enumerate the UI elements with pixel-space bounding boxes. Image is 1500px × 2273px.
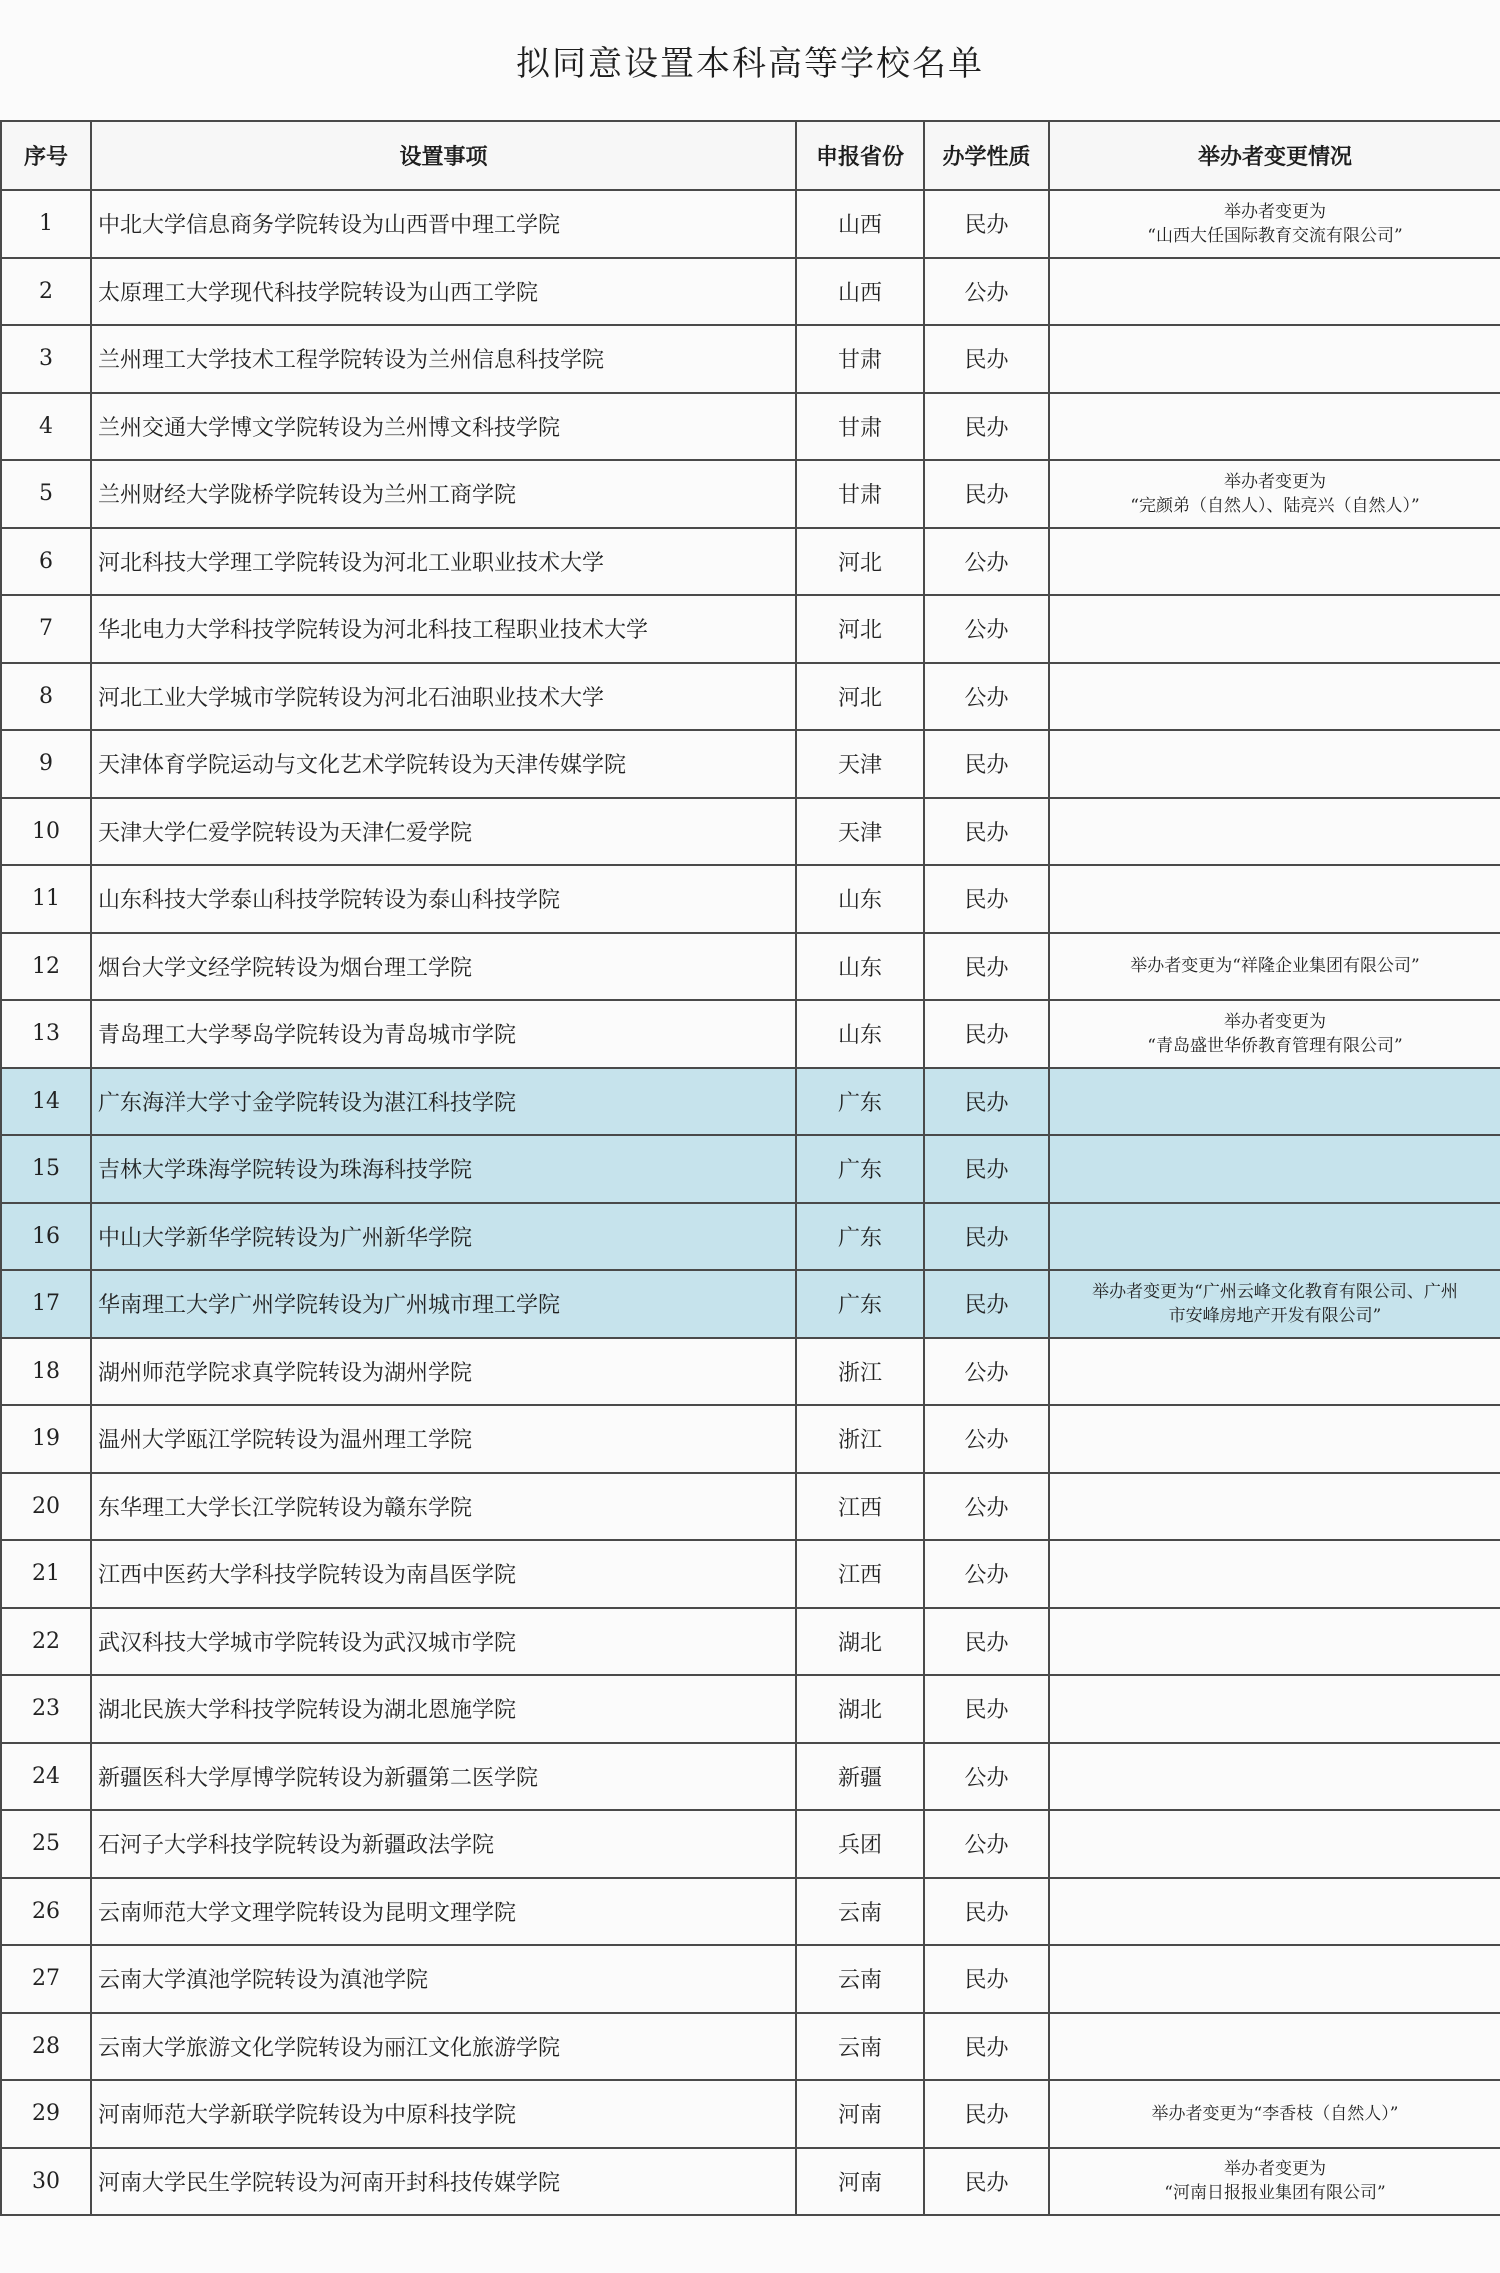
- row-item: 武汉科技大学城市学院转设为武汉城市学院: [91, 1608, 796, 1676]
- row-item: 兰州理工大学技术工程学院转设为兰州信息科技学院: [91, 325, 796, 393]
- row-note: [1049, 2013, 1500, 2081]
- row-num: 28: [1, 2013, 91, 2081]
- table-row: [1, 1473, 1500, 1541]
- row-type: 公办: [924, 663, 1049, 731]
- row-type: 民办: [924, 1203, 1049, 1271]
- row-num: 23: [1, 1675, 91, 1743]
- note-line: 举办者变更为: [1224, 1011, 1326, 1032]
- header-type: 办学性质: [924, 121, 1049, 190]
- row-item: 中山大学新华学院转设为广州新华学院: [91, 1203, 796, 1271]
- row-note: [1049, 1743, 1500, 1811]
- row-province: 甘肃: [796, 393, 924, 461]
- row-num: 16: [1, 1203, 91, 1271]
- table-row: [1, 663, 1500, 731]
- row-type: 民办: [924, 1945, 1049, 2013]
- row-province: 江西: [796, 1540, 924, 1608]
- row-type: 民办: [924, 1000, 1049, 1068]
- row-item: 温州大学瓯江学院转设为温州理工学院: [91, 1405, 796, 1473]
- row-province: 河北: [796, 663, 924, 731]
- table-row: [1, 325, 1500, 393]
- table-row: [1, 1000, 1500, 1068]
- row-province: 新疆: [796, 1743, 924, 1811]
- table-body: [1, 190, 1500, 2215]
- row-note: [1049, 1000, 1500, 1068]
- row-item: 兰州交通大学博文学院转设为兰州博文科技学院: [91, 393, 796, 461]
- row-type: 民办: [924, 2080, 1049, 2148]
- row-type: 公办: [924, 1810, 1049, 1878]
- row-note: [1049, 460, 1500, 528]
- note-line: “河南日报报业集团有限公司”: [1164, 2183, 1386, 2204]
- row-note: [1049, 325, 1500, 393]
- row-item: 中北大学信息商务学院转设为山西晋中理工学院: [91, 190, 796, 258]
- row-item: 天津体育学院运动与文化艺术学院转设为天津传媒学院: [91, 730, 796, 798]
- row-province: 湖北: [796, 1608, 924, 1676]
- table-header-row: [1, 121, 1500, 190]
- row-num: 12: [1, 933, 91, 1001]
- row-item: 新疆医科大学厚博学院转设为新疆第二医学院: [91, 1743, 796, 1811]
- table-row: [1, 865, 1500, 933]
- row-note: [1049, 2080, 1500, 2148]
- row-note: [1049, 1068, 1500, 1136]
- table-row: [1, 933, 1500, 1001]
- row-num: 9: [1, 730, 91, 798]
- table-row: [1, 1203, 1500, 1271]
- row-note: [1049, 1473, 1500, 1541]
- row-province: 广东: [796, 1270, 924, 1338]
- row-num: 13: [1, 1000, 91, 1068]
- table-row: [1, 1945, 1500, 2013]
- row-note: [1049, 1810, 1500, 1878]
- note-line: 举办者变更为: [1224, 2159, 1326, 2180]
- row-num: 5: [1, 460, 91, 528]
- note-line: “山西大任国际教育交流有限公司”: [1147, 225, 1403, 246]
- row-province: 山东: [796, 865, 924, 933]
- row-item: 山东科技大学泰山科技学院转设为泰山科技学院: [91, 865, 796, 933]
- row-province: 天津: [796, 798, 924, 866]
- row-type: 公办: [924, 1338, 1049, 1406]
- row-item: 广东海洋大学寸金学院转设为湛江科技学院: [91, 1068, 796, 1136]
- row-note: [1049, 1945, 1500, 2013]
- row-num: 21: [1, 1540, 91, 1608]
- row-num: 14: [1, 1068, 91, 1136]
- row-num: 25: [1, 1810, 91, 1878]
- row-type: 民办: [924, 1675, 1049, 1743]
- note-line: “青岛盛世华侨教育管理有限公司”: [1147, 1035, 1403, 1056]
- row-province: 广东: [796, 1068, 924, 1136]
- row-item: 湖州师范学院求真学院转设为湖州学院: [91, 1338, 796, 1406]
- row-item: 河北科技大学理工学院转设为河北工业职业技术大学: [91, 528, 796, 596]
- row-item: 烟台大学文经学院转设为烟台理工学院: [91, 933, 796, 1001]
- row-province: 天津: [796, 730, 924, 798]
- row-type: 公办: [924, 1540, 1049, 1608]
- header-item: 设置事项: [91, 121, 796, 190]
- row-num: 24: [1, 1743, 91, 1811]
- row-item: 吉林大学珠海学院转设为珠海科技学院: [91, 1135, 796, 1203]
- row-note: [1049, 595, 1500, 663]
- row-item: 湖北民族大学科技学院转设为湖北恩施学院: [91, 1675, 796, 1743]
- row-type: 公办: [924, 258, 1049, 326]
- note-line: 举办者变更为“祥隆企业集团有限公司”: [1130, 956, 1420, 977]
- row-item: 河南师范大学新联学院转设为中原科技学院: [91, 2080, 796, 2148]
- row-province: 云南: [796, 1878, 924, 1946]
- table-row: [1, 595, 1500, 663]
- row-province: 河北: [796, 595, 924, 663]
- table-row: [1, 1270, 1500, 1338]
- row-type: 民办: [924, 460, 1049, 528]
- row-province: 河南: [796, 2080, 924, 2148]
- row-num: 8: [1, 663, 91, 731]
- row-province: 河南: [796, 2148, 924, 2216]
- row-province: 甘肃: [796, 325, 924, 393]
- header-province: 申报省份: [796, 121, 924, 190]
- table-row: [1, 1878, 1500, 1946]
- row-type: 民办: [924, 1068, 1049, 1136]
- row-province: 山西: [796, 258, 924, 326]
- row-note: [1049, 730, 1500, 798]
- row-type: 公办: [924, 1743, 1049, 1811]
- row-num: 17: [1, 1270, 91, 1338]
- table-row: [1, 1405, 1500, 1473]
- note-line: 市安峰房地产开发有限公司”: [1168, 1305, 1382, 1326]
- row-province: 山西: [796, 190, 924, 258]
- row-province: 山东: [796, 1000, 924, 1068]
- row-note: [1049, 1540, 1500, 1608]
- row-note: [1049, 663, 1500, 731]
- table-row: [1, 2080, 1500, 2148]
- table-row: [1, 1608, 1500, 1676]
- row-note: [1049, 1608, 1500, 1676]
- row-type: 民办: [924, 1608, 1049, 1676]
- row-province: 广东: [796, 1135, 924, 1203]
- row-province: 浙江: [796, 1338, 924, 1406]
- row-type: 公办: [924, 595, 1049, 663]
- table-row: [1, 258, 1500, 326]
- table-row: [1, 1540, 1500, 1608]
- row-province: 湖北: [796, 1675, 924, 1743]
- row-province: 云南: [796, 2013, 924, 2081]
- row-type: 民办: [924, 190, 1049, 258]
- table-row: [1, 460, 1500, 528]
- row-num: 7: [1, 595, 91, 663]
- note-line: “完颜弟（自然人）、陆亮兴（自然人）”: [1130, 495, 1420, 516]
- note-line: 举办者变更为: [1224, 471, 1326, 492]
- row-type: 民办: [924, 1270, 1049, 1338]
- row-num: 18: [1, 1338, 91, 1406]
- row-type: 民办: [924, 2013, 1049, 2081]
- row-type: 公办: [924, 528, 1049, 596]
- table-row: [1, 1068, 1500, 1136]
- row-note: [1049, 528, 1500, 596]
- row-num: 30: [1, 2148, 91, 2216]
- row-note: [1049, 933, 1500, 1001]
- row-note: [1049, 1878, 1500, 1946]
- row-item: 河北工业大学城市学院转设为河北石油职业技术大学: [91, 663, 796, 731]
- row-note: [1049, 2148, 1500, 2216]
- table-row: [1, 1810, 1500, 1878]
- row-type: 民办: [924, 1135, 1049, 1203]
- table-row: [1, 2148, 1500, 2216]
- row-num: 11: [1, 865, 91, 933]
- row-note: [1049, 393, 1500, 461]
- table-row: [1, 1135, 1500, 1203]
- row-num: 20: [1, 1473, 91, 1541]
- row-item: 天津大学仁爱学院转设为天津仁爱学院: [91, 798, 796, 866]
- row-num: 4: [1, 393, 91, 461]
- row-province: 广东: [796, 1203, 924, 1271]
- row-province: 甘肃: [796, 460, 924, 528]
- table-row: [1, 1338, 1500, 1406]
- row-type: 公办: [924, 1405, 1049, 1473]
- school-list-table: [0, 120, 1500, 2216]
- note-line: 举办者变更为: [1224, 201, 1326, 222]
- row-num: 6: [1, 528, 91, 596]
- row-type: 民办: [924, 798, 1049, 866]
- row-type: 民办: [924, 2148, 1049, 2216]
- row-province: 云南: [796, 1945, 924, 2013]
- row-note: [1049, 1135, 1500, 1203]
- row-num: 19: [1, 1405, 91, 1473]
- header-note: 举办者变更情况: [1049, 121, 1500, 190]
- row-province: 江西: [796, 1473, 924, 1541]
- row-note: [1049, 190, 1500, 258]
- row-num: 1: [1, 190, 91, 258]
- row-item: 兰州财经大学陇桥学院转设为兰州工商学院: [91, 460, 796, 528]
- row-item: 华南理工大学广州学院转设为广州城市理工学院: [91, 1270, 796, 1338]
- row-num: 26: [1, 1878, 91, 1946]
- row-item: 云南师范大学文理学院转设为昆明文理学院: [91, 1878, 796, 1946]
- row-note: [1049, 1338, 1500, 1406]
- row-item: 云南大学旅游文化学院转设为丽江文化旅游学院: [91, 2013, 796, 2081]
- table-row: [1, 798, 1500, 866]
- row-num: 10: [1, 798, 91, 866]
- table-row: [1, 1743, 1500, 1811]
- header-num: 序号: [1, 121, 91, 190]
- row-note: [1049, 798, 1500, 866]
- row-note: [1049, 258, 1500, 326]
- note-line: 举办者变更为“广州云峰文化教育有限公司、广州: [1092, 1281, 1458, 1302]
- table-row: [1, 528, 1500, 596]
- row-province: 兵团: [796, 1810, 924, 1878]
- row-num: 2: [1, 258, 91, 326]
- table-row: [1, 1675, 1500, 1743]
- table-row: [1, 730, 1500, 798]
- document-title: 拟同意设置本科高等学校名单: [516, 43, 984, 84]
- row-item: 河南大学民生学院转设为河南开封科技传媒学院: [91, 2148, 796, 2216]
- row-num: 29: [1, 2080, 91, 2148]
- row-item: 石河子大学科技学院转设为新疆政法学院: [91, 1810, 796, 1878]
- row-note: [1049, 1675, 1500, 1743]
- row-item: 江西中医药大学科技学院转设为南昌医学院: [91, 1540, 796, 1608]
- row-note: [1049, 1270, 1500, 1338]
- note-line: 举办者变更为“李香枝（自然人）”: [1151, 2103, 1399, 2124]
- row-province: 山东: [796, 933, 924, 1001]
- row-type: 民办: [924, 730, 1049, 798]
- row-note: [1049, 1203, 1500, 1271]
- row-num: 15: [1, 1135, 91, 1203]
- row-type: 民办: [924, 933, 1049, 1001]
- row-num: 3: [1, 325, 91, 393]
- row-type: 民办: [924, 1878, 1049, 1946]
- row-item: 东华理工大学长江学院转设为赣东学院: [91, 1473, 796, 1541]
- row-type: 民办: [924, 865, 1049, 933]
- row-item: 青岛理工大学琴岛学院转设为青岛城市学院: [91, 1000, 796, 1068]
- row-province: 浙江: [796, 1405, 924, 1473]
- row-type: 公办: [924, 1473, 1049, 1541]
- row-note: [1049, 865, 1500, 933]
- row-type: 民办: [924, 325, 1049, 393]
- row-item: 云南大学滇池学院转设为滇池学院: [91, 1945, 796, 2013]
- row-num: 22: [1, 1608, 91, 1676]
- row-item: 太原理工大学现代科技学院转设为山西工学院: [91, 258, 796, 326]
- row-type: 民办: [924, 393, 1049, 461]
- table-row: [1, 190, 1500, 258]
- row-note: [1049, 1405, 1500, 1473]
- row-num: 27: [1, 1945, 91, 2013]
- table-row: [1, 2013, 1500, 2081]
- table-row: [1, 393, 1500, 461]
- row-province: 河北: [796, 528, 924, 596]
- row-item: 华北电力大学科技学院转设为河北科技工程职业技术大学: [91, 595, 796, 663]
